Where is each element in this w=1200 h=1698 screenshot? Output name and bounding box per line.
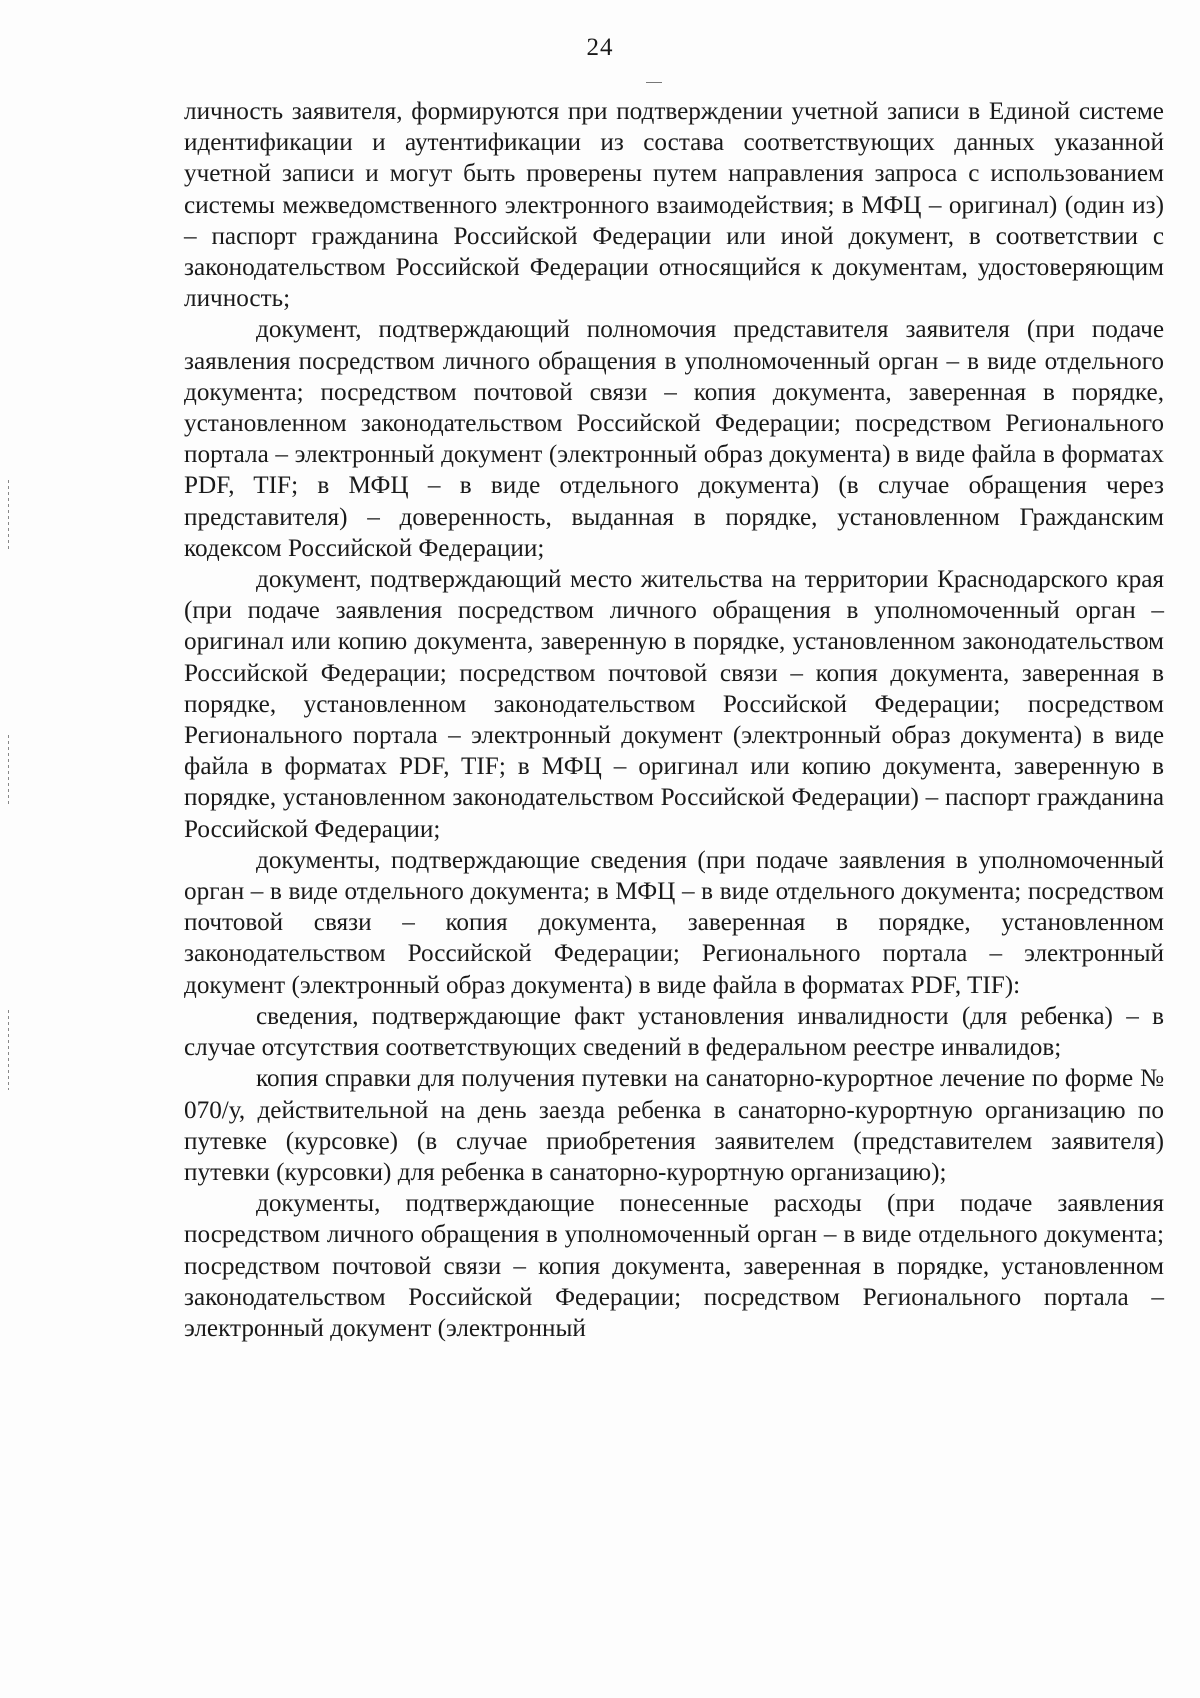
paragraph-representative-authority: документ, подтверждающий полномочия представителя заявителя (при подаче заявления посредством личного обращения в уполномоченный орган – в виде отдельного документа; посредством почтовой связи – копия документа, заверенная в порядке, установленном законодательством Российской Федерации; посредством Регионального портала – электронный документ (электронный образ документа) в виде файла в форматах PDF, TIF; в МФЦ – в виде отдельного документа) (в случае обращения через представителя) – доверенность, выданная в порядке, установленном Гражданским кодексом Российской Федерации;: [184, 316, 1164, 562]
scan-margin-mark: [8, 735, 9, 805]
page-number-dash: [646, 82, 662, 83]
paragraph-identity: личность заявителя, формируются при подтверждении учетной записи в Единой системе идентификации и аутентификации из состава соответствующих данных указанной учетной записи и могут быть проверены путем направления запроса с использованием системы межведомственного электронного взаимодействия; в МФЦ – оригинал) (один из) – паспорт гражданина Российской Федерации или иной документ, в соответствии с законодательством Российской Федерации относящийся к документам, удостоверяющим личность;: [184, 98, 1164, 313]
scan-margin-mark: [8, 480, 9, 550]
paragraph-supporting-documents: документы, подтверждающие сведения (при подаче заявления в уполномоченный орган – в виде отдельного документа; в МФЦ – в виде отдельного документа; посредством почтовой связи – копия документа, заверенная в порядке, установленном законодательством Российской Федерации; Регионального портала – электронный документ (электронный образ документа) в виде файла в форматах PDF, TIF):: [184, 846, 1164, 999]
paragraph-expense-documents: документы, подтверждающие понесенные расходы (при подаче заявления посредством личного обращения в уполномоченный орган – в виде отдельного документа; посредством почтовой связи – копия документа, заверенная в порядке, установленном законодательством Российской Федерации; посредством Регионального портала – электронный документ (электронный: [184, 1190, 1164, 1342]
scan-margin-mark: [8, 1010, 9, 1090]
paragraph-sanatorium-certificate: копия справки для получения путевки на санаторно-курортное лечение по форме № 070/у, действительной на день заезда ребенка в санаторно-курортную организацию по путевке (курсовке) (в случае приобретения заявителем (представителем заявителя) путевки (курсовки) для ребенка в санаторно-курортную организацию);: [184, 1065, 1164, 1186]
paragraph-disability-info: сведения, подтверждающие факт установления инвалидности (для ребенка) – в случае отсутствия соответствующих сведений в федеральном реестре инвалидов;: [184, 1002, 1164, 1062]
paragraph-residence-document: документ, подтверждающий место жительства на территории Краснодарского края (при подаче заявления посредством личного обращения в уполномоченный орган – оригинал или копию документа, заверенную в порядке, установленном законодательством Российской Федерации; посредством почтовой связи – копия документа, заверенная в порядке, установленном законодательством Российской Федерации; посредством Регионального портала – электронный документ (электронный образ документа) в виде файла в форматах PDF, TIF; в МФЦ – оригинал или копию документа, заверенную в порядке, установленном законодательством Российской Федерации) – паспорт гражданина Российской Федерации;: [184, 566, 1164, 843]
document-body: [184, 96, 1164, 1344]
page-number: 24: [586, 34, 614, 61]
